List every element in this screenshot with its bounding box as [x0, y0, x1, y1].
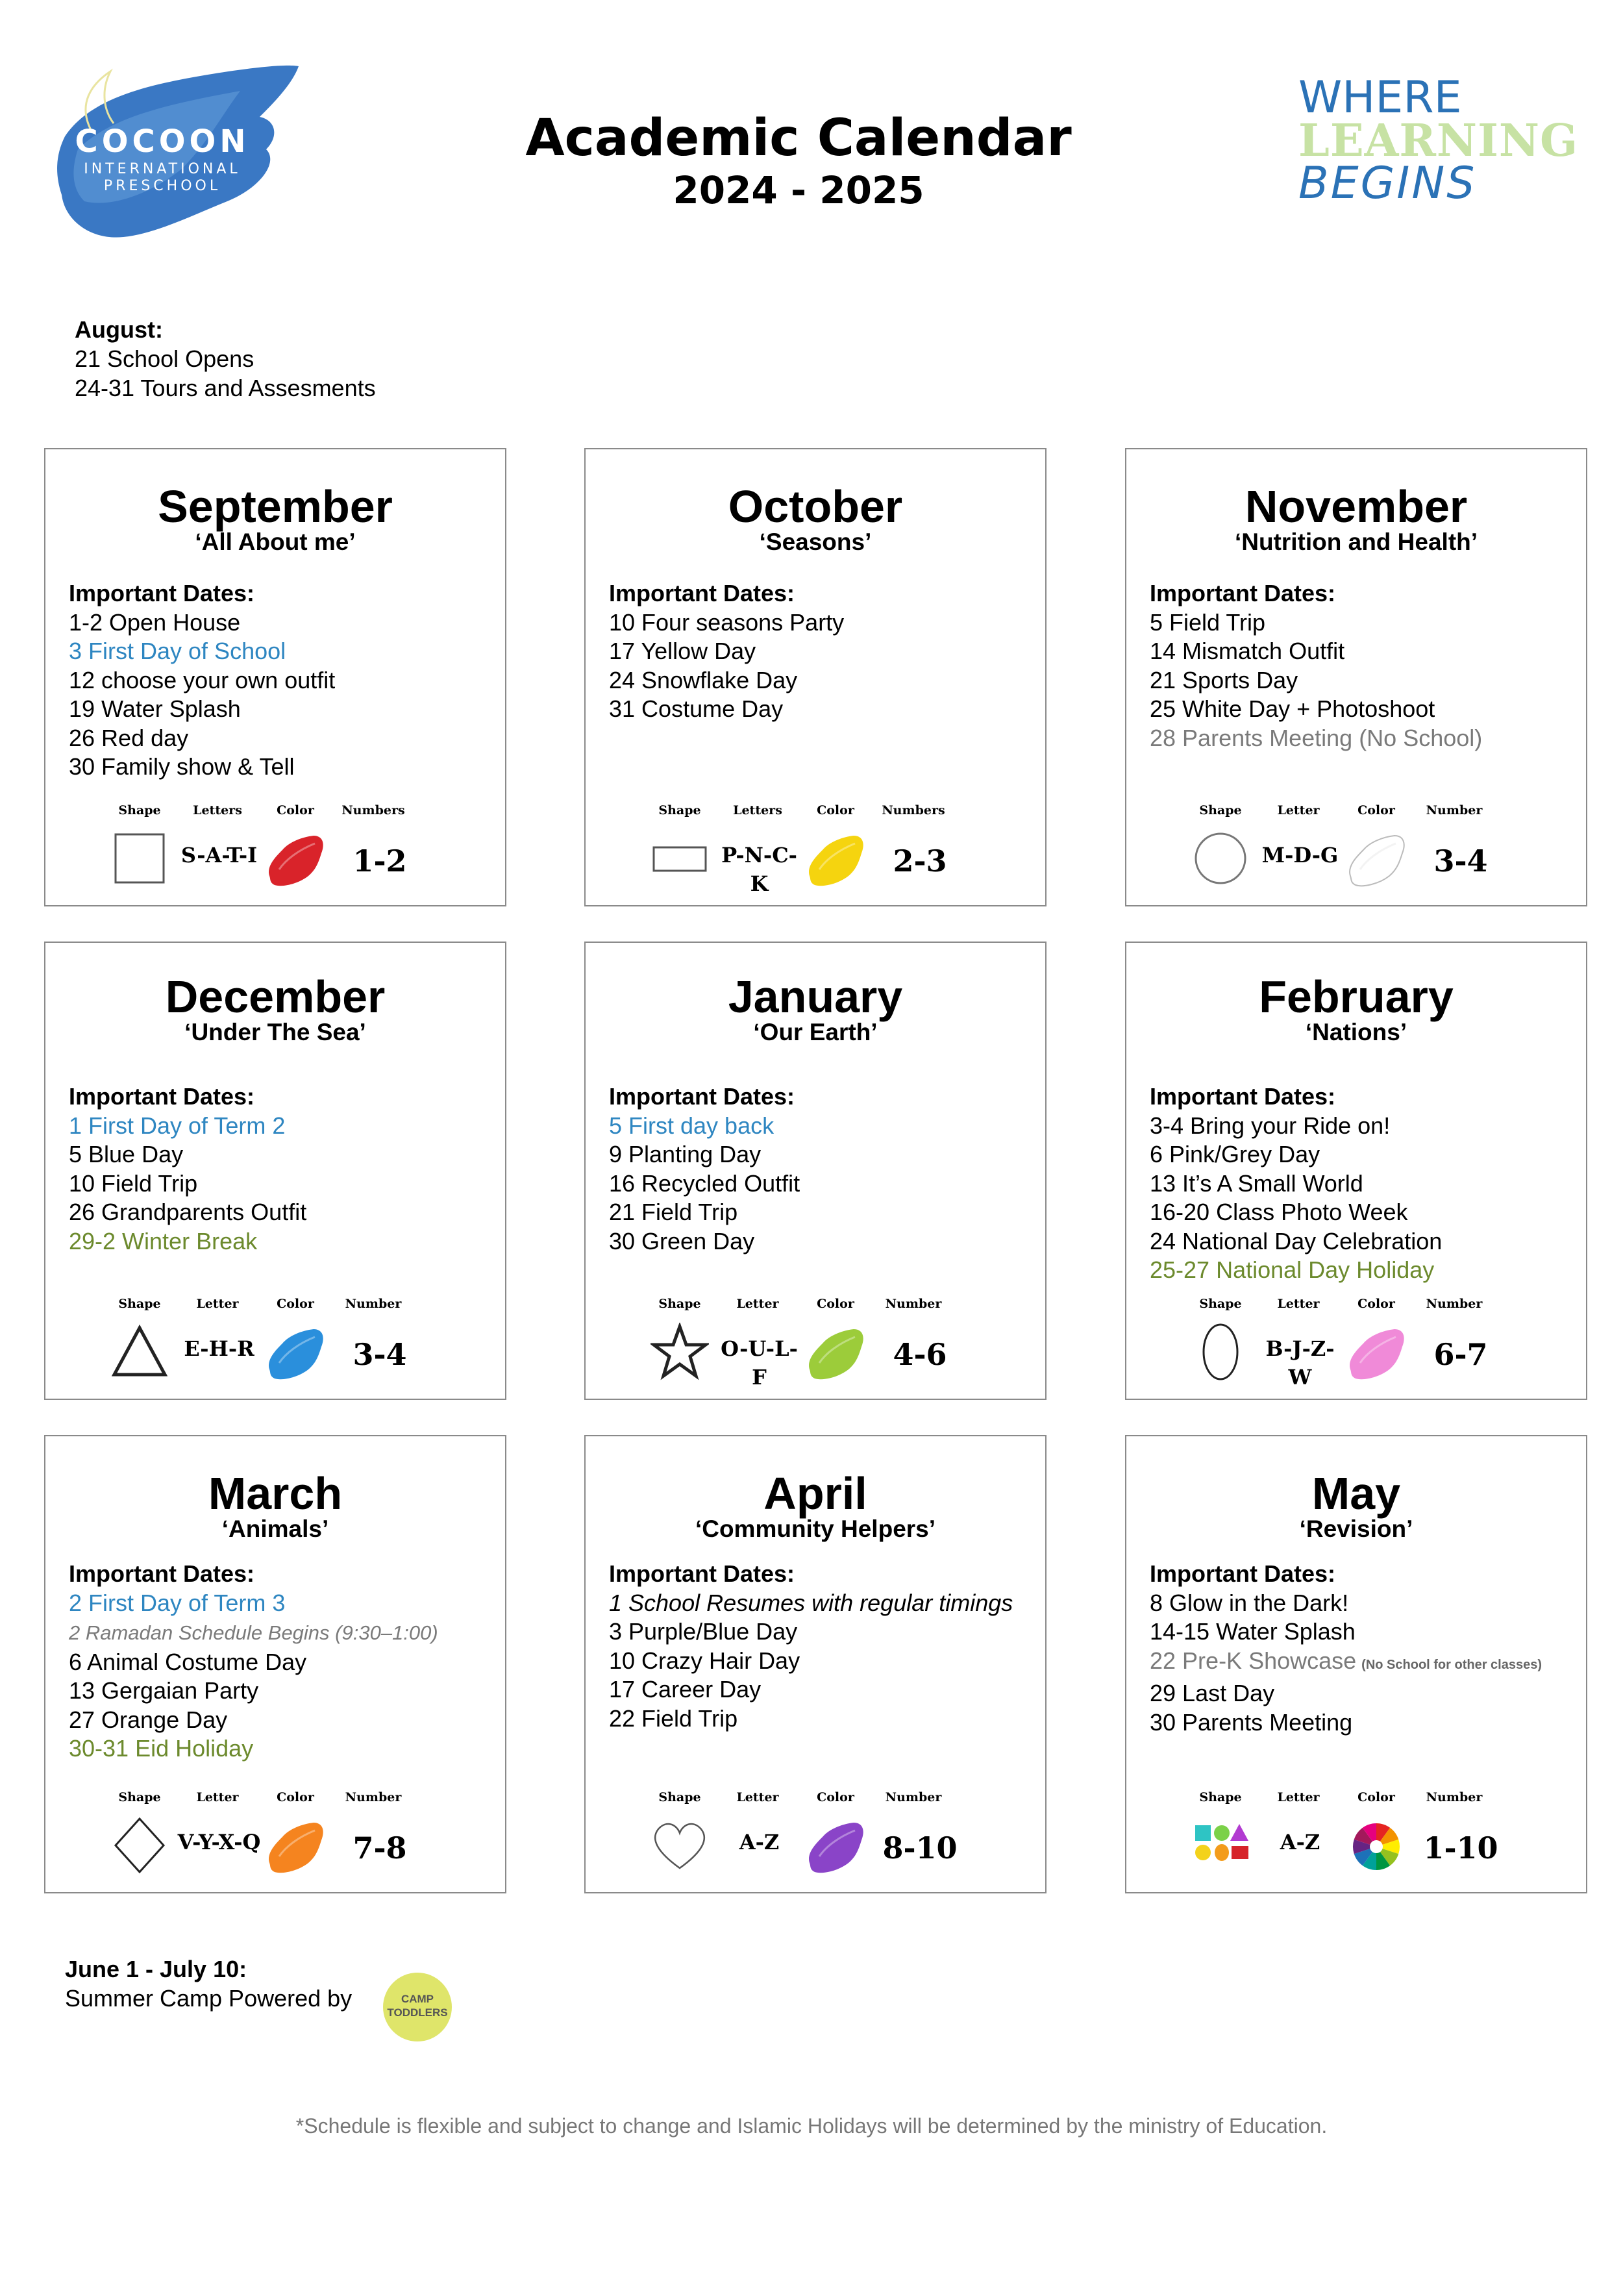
- date-text: 31 Costume Day: [609, 695, 784, 722]
- date-item: [1150, 1198, 1580, 1227]
- legend-label-number: Number: [345, 1297, 402, 1311]
- date-item: [69, 608, 499, 638]
- legend-label-letters: Letters: [733, 803, 782, 817]
- august-heading: August:: [75, 316, 163, 343]
- august-section: [75, 315, 376, 403]
- month-card-september: [44, 448, 506, 906]
- date-item: [1150, 1589, 1580, 1618]
- focus-numbers: 3-4: [1433, 843, 1488, 879]
- focus-letters: M-D-G: [1261, 843, 1339, 867]
- summer-camp-section: [65, 1954, 352, 2013]
- academic-year: 2024 - 2025: [673, 168, 924, 212]
- legend-label-shape: Shape: [1199, 1790, 1242, 1804]
- color-swatch-icon: [1344, 830, 1409, 892]
- focus-letters: S-A-T-I: [180, 843, 258, 867]
- shapes-icon-graphic: [1191, 1816, 1250, 1875]
- date-item: [609, 1589, 1039, 1618]
- star-icon-graphic: [650, 1323, 709, 1381]
- legend-label-number: Number: [1426, 803, 1483, 817]
- legend-label-shape: Shape: [1199, 803, 1242, 817]
- camp-badge-line-2: TODDLERS: [387, 2006, 448, 2019]
- color-swatch-icon: [1344, 1324, 1409, 1386]
- tagline-line-2: LEARNING: [1298, 115, 1579, 167]
- color-swatch-graphic: [263, 1324, 328, 1382]
- date-item: [609, 1675, 1039, 1704]
- month-theme: ‘Nations’: [1305, 1019, 1407, 1045]
- date-text: 5 Field Trip: [1150, 608, 1266, 636]
- legend-label-color: Color: [817, 1790, 854, 1804]
- date-text: 10 Four seasons Party: [609, 608, 845, 636]
- square-icon: [110, 829, 169, 891]
- camp-badge-line-1: CAMP: [401, 1993, 434, 2005]
- color-swatch-graphic: [263, 1817, 328, 1876]
- color-swatch-graphic: [1344, 1324, 1409, 1382]
- date-item: [69, 1677, 499, 1706]
- date-item: [1150, 1227, 1580, 1256]
- date-text: 14-15 Water Splash: [1150, 1618, 1356, 1645]
- date-item: [69, 1112, 499, 1141]
- date-item: [1150, 1256, 1580, 1285]
- date-text: 10 Field Trip: [69, 1169, 198, 1197]
- month-card-october: [584, 448, 1047, 906]
- month-theme: ‘Revision’: [1299, 1516, 1413, 1542]
- date-item: [1150, 637, 1580, 666]
- legend-label-number: Number: [1426, 1790, 1483, 1804]
- date-item: [69, 1589, 499, 1618]
- date-item: [69, 1169, 499, 1199]
- legend-label-letters: Letters: [193, 803, 242, 817]
- date-item: [609, 1617, 1039, 1647]
- focus-numbers: 3-4: [353, 1337, 407, 1372]
- important-dates-heading: Important Dates:: [1150, 1083, 1336, 1110]
- legend-label-letter: Letter: [196, 1790, 239, 1804]
- date-item: [609, 1169, 1039, 1199]
- legend-label-color: Color: [1357, 1790, 1395, 1804]
- date-item: [69, 1706, 499, 1735]
- legend-label-numbers: Numbers: [882, 803, 945, 817]
- important-dates-list: [69, 579, 499, 782]
- date-item: [1150, 1647, 1580, 1680]
- date-text: 21 Field Trip: [609, 1199, 738, 1225]
- date-item: [69, 1198, 499, 1227]
- focus-letters: O-U-L-F: [721, 1336, 798, 1390]
- color-swatch-graphic: [1344, 830, 1409, 889]
- date-text: 24 Snowflake Day: [609, 666, 798, 693]
- month-card-may: [1125, 1435, 1587, 1893]
- important-dates-heading: Important Dates:: [609, 1083, 795, 1110]
- date-item: [609, 1227, 1039, 1256]
- tagline-line-1: WHERE: [1298, 72, 1462, 123]
- month-name: February: [1259, 971, 1454, 1022]
- legend-label-shape: Shape: [118, 1297, 161, 1311]
- focus-letters: P-N-C-K: [721, 843, 797, 896]
- date-text: 6 Pink/Grey Day: [1150, 1141, 1320, 1167]
- legend-label-number: Number: [345, 1790, 402, 1804]
- legend-label-number: Number: [1426, 1297, 1483, 1311]
- legend-label-color: Color: [277, 1297, 314, 1311]
- legend-label-shape: Shape: [658, 1297, 701, 1311]
- august-date-1: 21 School Opens: [75, 345, 254, 372]
- important-dates-list: [609, 579, 1039, 724]
- logo-name: COCOON: [75, 123, 250, 160]
- color-swatch-icon: [263, 830, 328, 892]
- legend-label-letter: Letter: [1277, 1297, 1320, 1311]
- logo-subtitle: [65, 161, 260, 195]
- date-item: [1150, 608, 1580, 638]
- legend-label-letter: Letter: [196, 1297, 239, 1311]
- focus-letters: A-Z: [1280, 1830, 1320, 1854]
- date-text: 3-4 Bring your Ride on!: [1150, 1112, 1391, 1139]
- month-card-february: [1125, 942, 1587, 1400]
- circle-icon-graphic: [1191, 829, 1250, 888]
- focus-numbers: 7-8: [353, 1830, 407, 1866]
- logo-subtitle-line-2: PRESCHOOL: [103, 178, 221, 194]
- important-dates-list: [1150, 1560, 1580, 1737]
- date-text: 30-31 Eid Holiday: [69, 1735, 254, 1762]
- date-item: [1150, 1708, 1580, 1738]
- important-dates-heading: Important Dates:: [69, 580, 255, 606]
- date-text: 19 Water Splash: [69, 695, 241, 722]
- focus-numbers: 1-2: [353, 843, 407, 879]
- date-item: [1150, 1169, 1580, 1199]
- star-icon: [650, 1323, 709, 1384]
- date-text: 13 Gergaian Party: [69, 1677, 259, 1704]
- date-text: 8 Glow in the Dark!: [1150, 1589, 1349, 1616]
- tagline: [1298, 72, 1579, 209]
- legend-label-numbers: Numbers: [341, 803, 405, 817]
- legend-label-letter: Letter: [1277, 1790, 1320, 1804]
- date-item: [609, 608, 1039, 638]
- date-item: [69, 724, 499, 753]
- legend-label-number: Number: [885, 1790, 942, 1804]
- date-item: [609, 637, 1039, 666]
- date-item: [69, 1617, 499, 1648]
- color-swatch-graphic: [803, 1817, 868, 1876]
- month-theme: ‘Under The Sea’: [184, 1019, 366, 1045]
- important-dates-list: [69, 1560, 499, 1764]
- important-dates-heading: Important Dates:: [609, 1560, 795, 1587]
- date-text: 17 Yellow Day: [609, 638, 756, 664]
- date-text: 29 Last Day: [1150, 1680, 1275, 1706]
- date-text: 30 Parents Meeting: [1150, 1708, 1353, 1736]
- month-name: May: [1311, 1468, 1401, 1519]
- date-text: 30 Family show & Tell: [69, 753, 295, 780]
- color-swatch-graphic: [803, 830, 868, 889]
- color-swatch-graphic: [263, 830, 328, 889]
- color-swatch-icon: [803, 1324, 868, 1386]
- important-dates-heading: Important Dates:: [1150, 580, 1336, 606]
- diamond-icon-graphic: [110, 1816, 169, 1875]
- date-text: 5 First day back: [609, 1112, 774, 1139]
- date-text: 17 Career Day: [609, 1676, 762, 1703]
- date-note: (No School for other classes): [1361, 1657, 1542, 1672]
- heart-icon-graphic: [650, 1816, 709, 1875]
- date-text: 16-20 Class Photo Week: [1150, 1199, 1408, 1225]
- legend-label-letter: Letter: [736, 1790, 779, 1804]
- color-swatch-graphic: [1344, 1817, 1409, 1876]
- date-text: 9 Planting Day: [609, 1141, 762, 1167]
- date-text: 14 Mismatch Outfit: [1150, 638, 1345, 664]
- triangle-icon: [110, 1323, 169, 1384]
- date-text: 16 Recycled Outfit: [609, 1169, 800, 1197]
- date-item: [609, 1198, 1039, 1227]
- month-name: April: [763, 1468, 867, 1519]
- legend-label-number: Number: [885, 1297, 942, 1311]
- summer-camp-dates: June 1 - July 10:: [65, 1956, 247, 1982]
- focus-letters: E-H-R: [184, 1336, 254, 1361]
- date-item: [1150, 1112, 1580, 1141]
- legend-label-color: Color: [277, 803, 314, 817]
- date-text: 3 Purple/Blue Day: [609, 1618, 798, 1645]
- date-item: [69, 695, 499, 724]
- legend-label-letter: Letter: [1277, 803, 1320, 817]
- shapes-icon: [1191, 1816, 1250, 1878]
- rectangle-icon-graphic: [650, 829, 709, 888]
- schedule-footnote: *Schedule is flexible and subject to change and Islamic Holidays will be determined by the ministry of Education.: [295, 2114, 1328, 2138]
- focus-numbers: 1-10: [1423, 1830, 1498, 1866]
- date-text: 6 Animal Costume Day: [69, 1648, 307, 1675]
- focus-letters: A-Z: [739, 1830, 780, 1854]
- date-text: 10 Crazy Hair Day: [609, 1647, 800, 1674]
- month-theme: ‘Seasons’: [759, 529, 872, 555]
- month-name: October: [728, 481, 903, 532]
- important-dates-list: [1150, 579, 1580, 753]
- date-text: 29-2 Winter Break: [69, 1227, 258, 1254]
- date-text: 5 Blue Day: [69, 1141, 184, 1167]
- date-text: 1 First Day of Term 2: [69, 1112, 286, 1139]
- month-card-april: [584, 1435, 1047, 1893]
- date-item: [1150, 695, 1580, 724]
- camp-toddlers-badge: [383, 1973, 452, 2041]
- date-item: [1150, 724, 1580, 753]
- date-item: [69, 666, 499, 695]
- date-text: 3 First Day of School: [69, 638, 286, 664]
- legend-label-letter: Letter: [736, 1297, 779, 1311]
- date-item: [609, 1647, 1039, 1676]
- date-text: 22 Pre-K Showcase: [1150, 1647, 1357, 1674]
- date-text: 25 White Day + Photoshoot: [1150, 695, 1435, 722]
- oval-icon-graphic: [1191, 1323, 1250, 1381]
- date-item: [1150, 666, 1580, 695]
- date-item: [1150, 1140, 1580, 1169]
- diamond-icon: [110, 1816, 169, 1878]
- date-item: [69, 753, 499, 782]
- important-dates-list: [69, 1082, 499, 1256]
- date-text: 1-2 Open House: [69, 608, 241, 636]
- color-swatch-icon: [803, 1817, 868, 1879]
- summer-camp-text: Summer Camp Powered by: [65, 1985, 353, 2012]
- important-dates-list: [609, 1082, 1039, 1256]
- date-text: 1 School Resumes with regular timings: [609, 1589, 1013, 1616]
- month-name: December: [165, 971, 386, 1022]
- logo-subtitle-line-1: INTERNATIONAL: [84, 161, 241, 177]
- legend-label-shape: Shape: [1199, 1297, 1242, 1311]
- date-text: 12 choose your own outfit: [69, 666, 336, 693]
- date-item: [609, 1140, 1039, 1169]
- important-dates-list: [609, 1560, 1039, 1733]
- circle-icon: [1191, 829, 1250, 891]
- legend-label-shape: Shape: [118, 803, 161, 817]
- date-text: 24 National Day Celebration: [1150, 1227, 1443, 1254]
- date-text: 13 It’s A Small World: [1150, 1169, 1363, 1197]
- month-theme: ‘Nutrition and Health’: [1234, 529, 1478, 555]
- date-item: [609, 666, 1039, 695]
- date-text: 22 Field Trip: [609, 1704, 738, 1732]
- month-theme: ‘Animals’: [221, 1516, 329, 1542]
- date-text: 30 Green Day: [609, 1227, 755, 1254]
- color-wheel-icon: [1344, 1817, 1409, 1879]
- color-swatch-graphic: [803, 1324, 868, 1382]
- month-theme: ‘Our Earth’: [753, 1019, 878, 1045]
- heart-icon: [650, 1816, 709, 1878]
- important-dates-heading: Important Dates:: [69, 1560, 255, 1587]
- important-dates-heading: Important Dates:: [609, 580, 795, 606]
- legend-label-color: Color: [817, 1297, 854, 1311]
- date-item: [609, 695, 1039, 724]
- color-swatch-icon: [803, 830, 868, 892]
- date-item: [69, 1734, 499, 1764]
- date-item: [69, 1648, 499, 1677]
- school-logo: [52, 58, 305, 247]
- square-icon-graphic: [110, 829, 169, 888]
- month-card-november: [1125, 448, 1587, 906]
- date-item: [609, 1704, 1039, 1734]
- date-text: 27 Orange Day: [69, 1706, 228, 1733]
- august-date-2: 24-31 Tours and Assesments: [75, 375, 376, 401]
- month-name: September: [158, 481, 393, 532]
- legend-label-color: Color: [1357, 803, 1395, 817]
- focus-numbers: 4-6: [893, 1337, 947, 1372]
- month-theme: ‘Community Helpers’: [695, 1516, 936, 1542]
- tagline-line-3: BEGINS: [1298, 158, 1477, 209]
- date-item: [1150, 1679, 1580, 1708]
- important-dates-heading: Important Dates:: [1150, 1560, 1336, 1587]
- color-swatch-icon: [263, 1817, 328, 1879]
- legend-label-shape: Shape: [658, 803, 701, 817]
- date-text: 21 Sports Day: [1150, 666, 1298, 693]
- month-theme: ‘All About me’: [195, 529, 356, 555]
- date-item: [69, 1140, 499, 1169]
- date-text: 25-27 National Day Holiday: [1150, 1256, 1435, 1283]
- triangle-icon-graphic: [110, 1323, 169, 1381]
- color-swatch-icon: [263, 1324, 328, 1386]
- date-text: 2 First Day of Term 3: [69, 1589, 286, 1616]
- date-item: [69, 1227, 499, 1256]
- date-text: 2 Ramadan Schedule Begins (9:30–1:00): [69, 1621, 438, 1644]
- legend-label-shape: Shape: [658, 1790, 701, 1804]
- rectangle-icon: [650, 829, 709, 891]
- date-item: [1150, 1617, 1580, 1647]
- focus-numbers: 8-10: [882, 1830, 958, 1866]
- month-card-january: [584, 942, 1047, 1400]
- legend-label-color: Color: [1357, 1297, 1395, 1311]
- important-dates-heading: Important Dates:: [69, 1083, 255, 1110]
- legend-label-color: Color: [277, 1790, 314, 1804]
- important-dates-list: [1150, 1082, 1580, 1285]
- oval-icon: [1191, 1323, 1250, 1384]
- date-text: 26 Grandparents Outfit: [69, 1199, 307, 1225]
- focus-numbers: 2-3: [893, 843, 947, 879]
- date-item: [69, 637, 499, 666]
- legend-label-color: Color: [817, 803, 854, 817]
- month-name: March: [208, 1468, 343, 1519]
- month-card-december: [44, 942, 506, 1400]
- focus-numbers: 6-7: [1433, 1337, 1488, 1372]
- month-card-march: [44, 1435, 506, 1893]
- date-text: 28 Parents Meeting (No School): [1150, 724, 1483, 751]
- month-name: November: [1245, 481, 1468, 532]
- focus-letters: B-J-Z-W: [1265, 1336, 1335, 1390]
- date-text: 26 Red day: [69, 724, 189, 751]
- page-title: Academic Calendar: [525, 109, 1072, 168]
- month-name: January: [728, 971, 903, 1022]
- focus-letters: V-Y-X-Q: [177, 1830, 261, 1854]
- date-item: [609, 1112, 1039, 1141]
- legend-label-shape: Shape: [118, 1790, 161, 1804]
